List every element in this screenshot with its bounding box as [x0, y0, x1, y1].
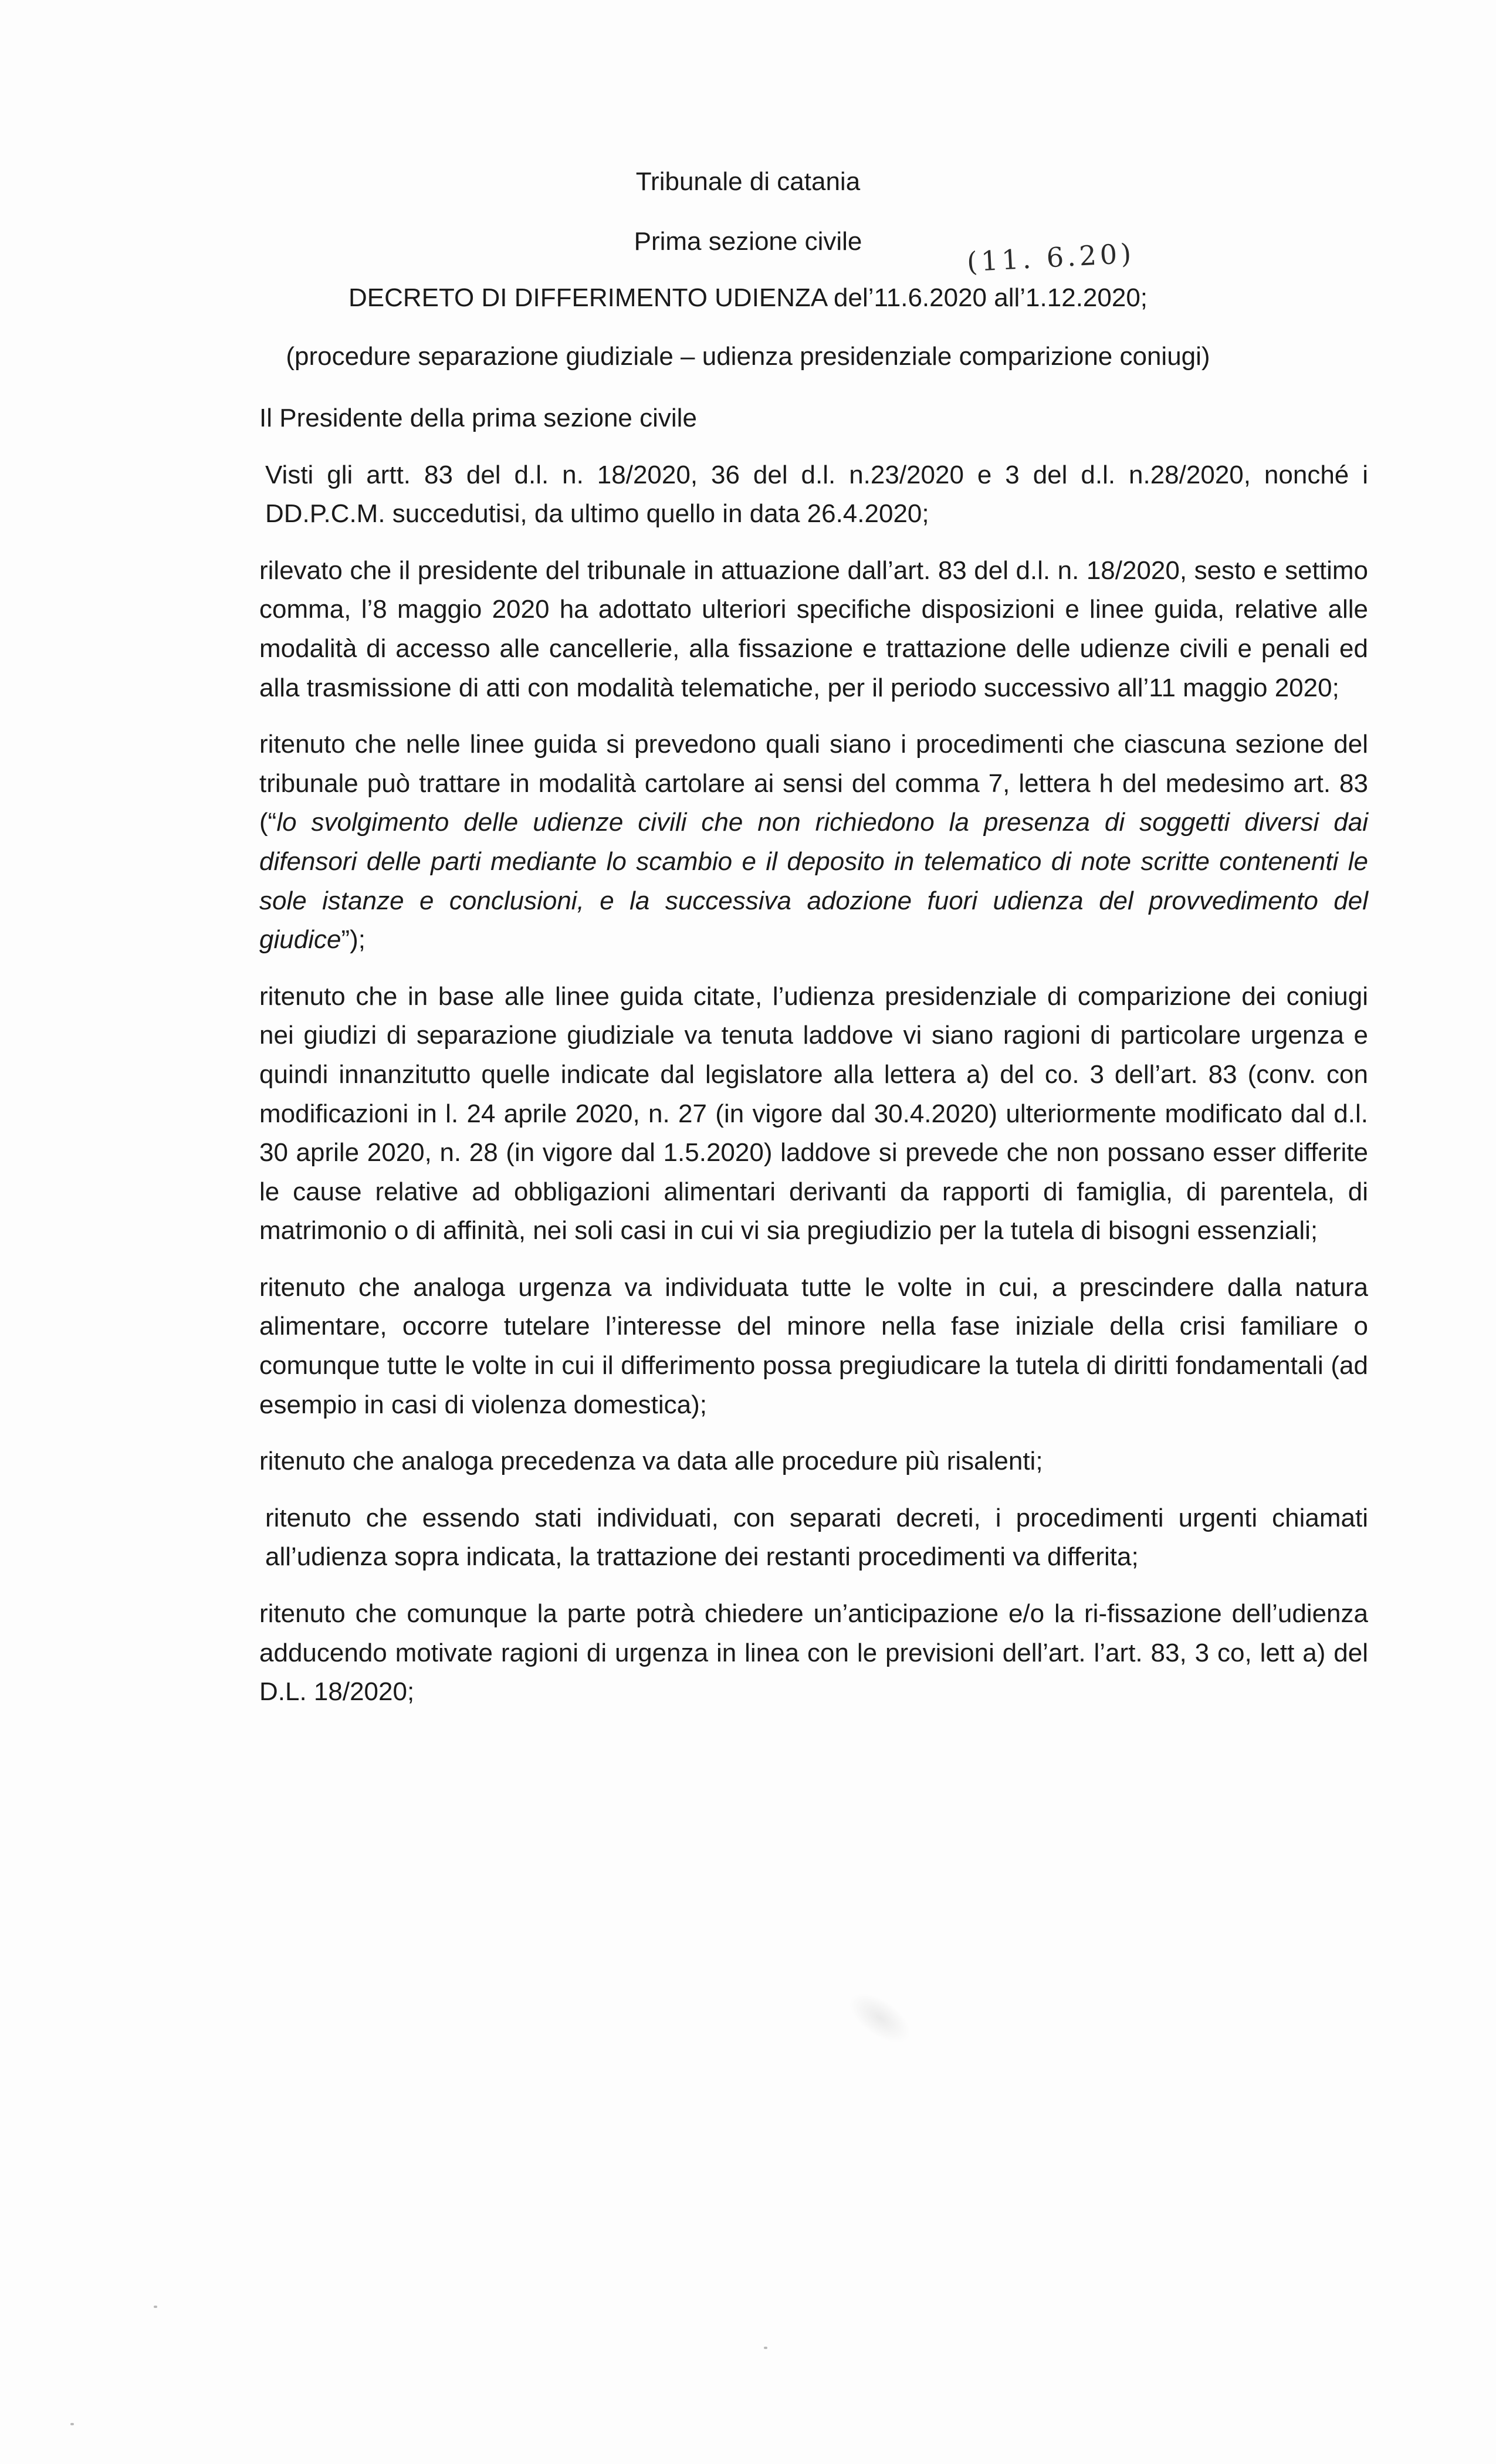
ritenuto-1-quote: lo svolgimento delle udienze civili che non richiedono la presenza di soggetti diversi dai difensori delle parti mediante lo scambio e il deposito in telematico di note scritte contenenti le sole istanze e conclusioni, e la successiva adozione fuori udienza del provvedimento del giudice [259, 808, 1368, 955]
section-name: Prima sezione civile [634, 227, 862, 256]
decree-title: DECRETO DI DIFFERIMENTO UDIENZA del’11.6.2020 all’1.12.2020; [348, 283, 1148, 312]
paragraph-rilevato: rilevato che il presidente del tribunale in attuazione dall’art. 83 del d.l. n. 18/2020, sesto e settimo comma, l’8 maggio 2020 ha adottato ulteriori specifiche disposizioni e linee guida, relative alle modalità di accesso alle cancellerie, alla fissazione e trattazione delle udienze civili e penali ed alla trasmissione di atti con modalità telematiche, per il periodo successivo all’11 maggio 2020; [259, 556, 1368, 702]
ritenuto-1-close: ”); [341, 925, 365, 955]
paragraph-ritenuto-udienza-presidenziale: ritenuto che in base alle linee guida citate, l’udienza presidenziale di comparizione dei coniugi nei giudizi di separazione giudiziale va tenuta laddove vi siano ragioni di particolare urgenza e quindi innanzitutto quelle indicate dal legislatore alla lettera a) del co. 3 dell’art. 83 (conv. con modificazioni in l. 24 aprile 2020, n. 27 (in vigore dal 30.4.2020) ulteriormente modificato dal d.l. 30 aprile 2020, n. 28 (in vigore dal 1.5.2020) laddove si prevede che non possano esser differite le cause relative ad obbligazioni alimentari derivanti da rapporti di famiglia, di parentela, di matrimonio o di affinità, nei soli casi in cui vi sia pregiudizio per la tutela di bisogni essenziali; [259, 981, 1368, 1245]
scan-smudge [841, 1984, 919, 2053]
president-line: Il Presidente della prima sezione civile [259, 404, 697, 432]
paragraph-ritenuto-precedenza: ritenuto che analoga precedenza va data alle procedure più risalenti; [259, 1447, 1043, 1476]
scan-speck [70, 2423, 74, 2425]
decree-body [259, 399, 1368, 1729]
scan-speck [154, 2306, 157, 2308]
paragraph-ritenuto-differita: ritenuto che essendo stati individuati, con separati decreti, i procedimenti urgenti chiamati all’udienza sopra indicata, la trattazione dei restanti procedimenti va differita; [265, 1503, 1368, 1572]
paragraph-ritenuto-linee-guida [259, 725, 1368, 960]
ritenuto-1-text: ritenuto che nelle linee guida si prevedono quali siano i procedimenti che ciascuna sezione del tribunale può trattare in modalità cartolare ai sensi del comma 7, lettera h del medesimo art. 83 (“ [259, 730, 1368, 837]
paragraph-ritenuto-urgenza: ritenuto che analoga urgenza va individuata tutte le volte in cui, a prescindere dalla natura alimentare, occorre tutelare l’interesse del minore nella fase iniziale della crisi familiare o comunque tutte le volte in cui il differimento possa pregiudicare la tutela di diritti fondamentali (ad esempio in casi di violenza domestica); [259, 1272, 1368, 1419]
paragraph-ritenuto-anticipazione: ritenuto che comunque la parte potrà chiedere un’anticipazione e/o la ri-fissazione dell’udienza adducendo motivate ragioni di urgenza in linea con le previsioni dell’art. l’art. 83, 3 co, lett a) del D.L. 18/2020; [259, 1599, 1368, 1707]
scan-speck [764, 2347, 767, 2349]
decree-subtitle: (procedure separazione giudiziale – udienza presidenziale comparizione coniugi) [286, 342, 1210, 371]
paragraph-visti: Visti gli artt. 83 del d.l. n. 18/2020, 36 del d.l. n.23/2020 e 3 del d.l. n.28/2020, nonché i DD.P.C.M. succedutisi, da ultimo quello in data 26.4.2020; [265, 460, 1368, 529]
court-name: Tribunale di catania [635, 167, 861, 196]
handwritten-date-annotation: (11. 6.20) [966, 237, 1136, 278]
